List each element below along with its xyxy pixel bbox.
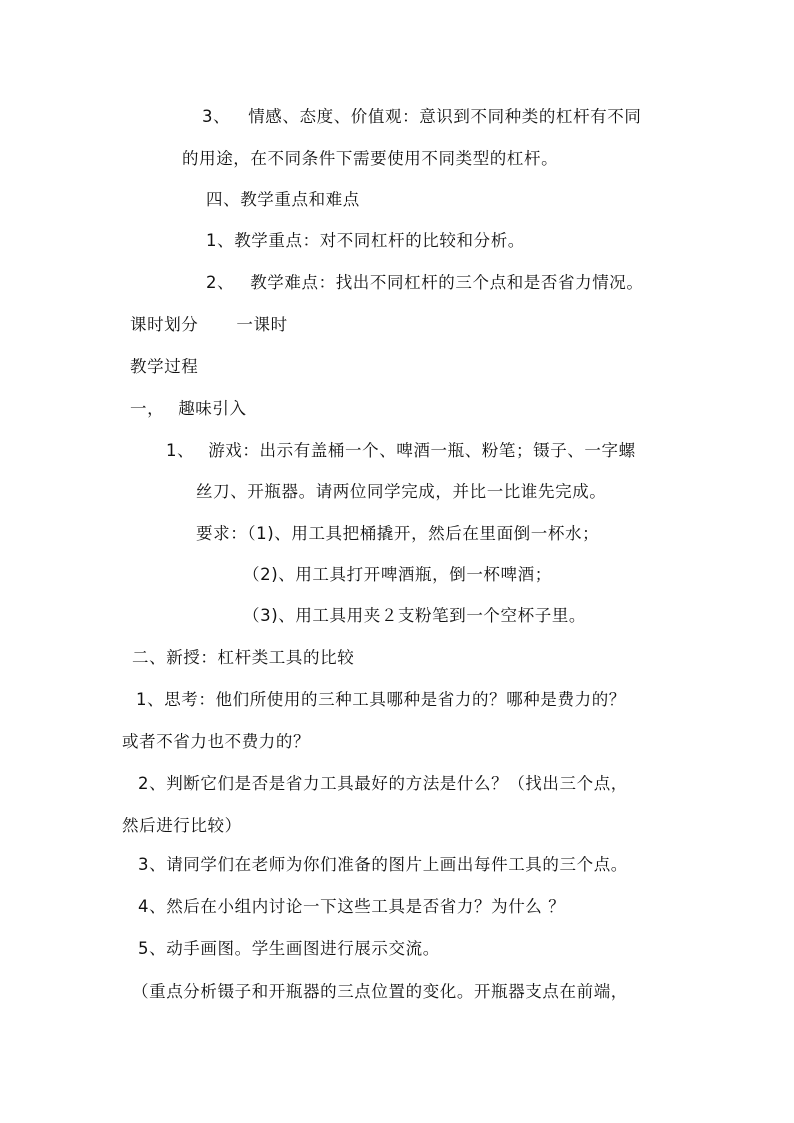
line-text: 1、教学重点：对不同杠杆的比较和分析。 [206, 231, 525, 250]
section-heading [130, 357, 198, 377]
item-number: 2、 [206, 273, 235, 292]
line-text: 3、请同学们在老师为你们准备的图片上画出每件工具的三个点。 [138, 855, 628, 874]
line-text: 情感、态度、价值观：意识到不同种类的杠杆有不同 [248, 107, 642, 126]
text-line [206, 273, 644, 293]
text-line [166, 441, 636, 461]
text-line [122, 732, 310, 752]
label-text: 课时划分 [130, 315, 199, 334]
text-line [122, 816, 242, 836]
section-heading [132, 648, 354, 668]
text-line [196, 524, 599, 544]
text-line [196, 482, 606, 502]
line-text: 四、教学重点和难点 [206, 190, 360, 209]
text-line [138, 939, 440, 959]
line-text: 教学难点：找出不同杠杆的三个点和是否省力情况。 [250, 273, 644, 292]
line-text: 然后进行比较） [122, 816, 242, 835]
section-heading [130, 399, 247, 419]
value-text: 一课时 [236, 315, 288, 334]
line-text: 2、判断它们是否是省力工具最好的方法是什么？（找出三个点， [138, 774, 628, 793]
line-text: 的用途，在不同条件下需要使用不同类型的杠杆。 [182, 149, 559, 168]
text-line [182, 149, 558, 169]
item-number: 3、 [202, 107, 231, 126]
line-text: 教学过程 [130, 357, 199, 376]
text-line [130, 315, 288, 335]
text-line [138, 855, 628, 875]
line-text: 5、动手画图。学生画图进行展示交流。 [138, 939, 440, 958]
text-line [206, 231, 525, 251]
line-text: （2)、用工具打开啤酒瓶，倒一杯啤酒； [243, 565, 552, 584]
line-text: 游戏：出示有盖桶一个、啤酒一瓶、粉笔；镊子、一字螺 [208, 441, 636, 460]
line-text: 丝刀、开瓶器。请两位同学完成，并比一比谁先完成。 [196, 482, 607, 501]
item-number: 一， [130, 399, 165, 418]
line-text: （重点分析镊子和开瓶器的三点位置的变化。开瓶器支点在前端， [132, 982, 628, 1001]
line-text: 二、新授：杠杆类工具的比较 [132, 648, 355, 667]
line-text: （3)、用工具用夹２支粉笔到一个空杯子里。 [243, 606, 587, 625]
section-heading [206, 190, 360, 210]
text-line [243, 565, 552, 585]
text-line [136, 690, 626, 710]
line-text: 或者不省力也不费力的？ [122, 732, 311, 751]
line-text: 趣味引入 [178, 399, 247, 418]
text-line [132, 982, 628, 1002]
line-text: 要求：（1)、用工具把桶撬开，然后在里面倒一杯水； [196, 524, 600, 543]
line-text: 1、思考：他们所使用的三种工具哪种是省力的？哪种是费力的？ [136, 690, 626, 709]
line-text: 4、然后在小组内讨论一下这些工具是否省力？为什么 ？ [138, 897, 566, 916]
item-number: 1、 [166, 441, 195, 460]
text-line [138, 774, 628, 794]
text-line [138, 897, 565, 917]
text-line [243, 606, 586, 626]
text-line [202, 107, 642, 127]
